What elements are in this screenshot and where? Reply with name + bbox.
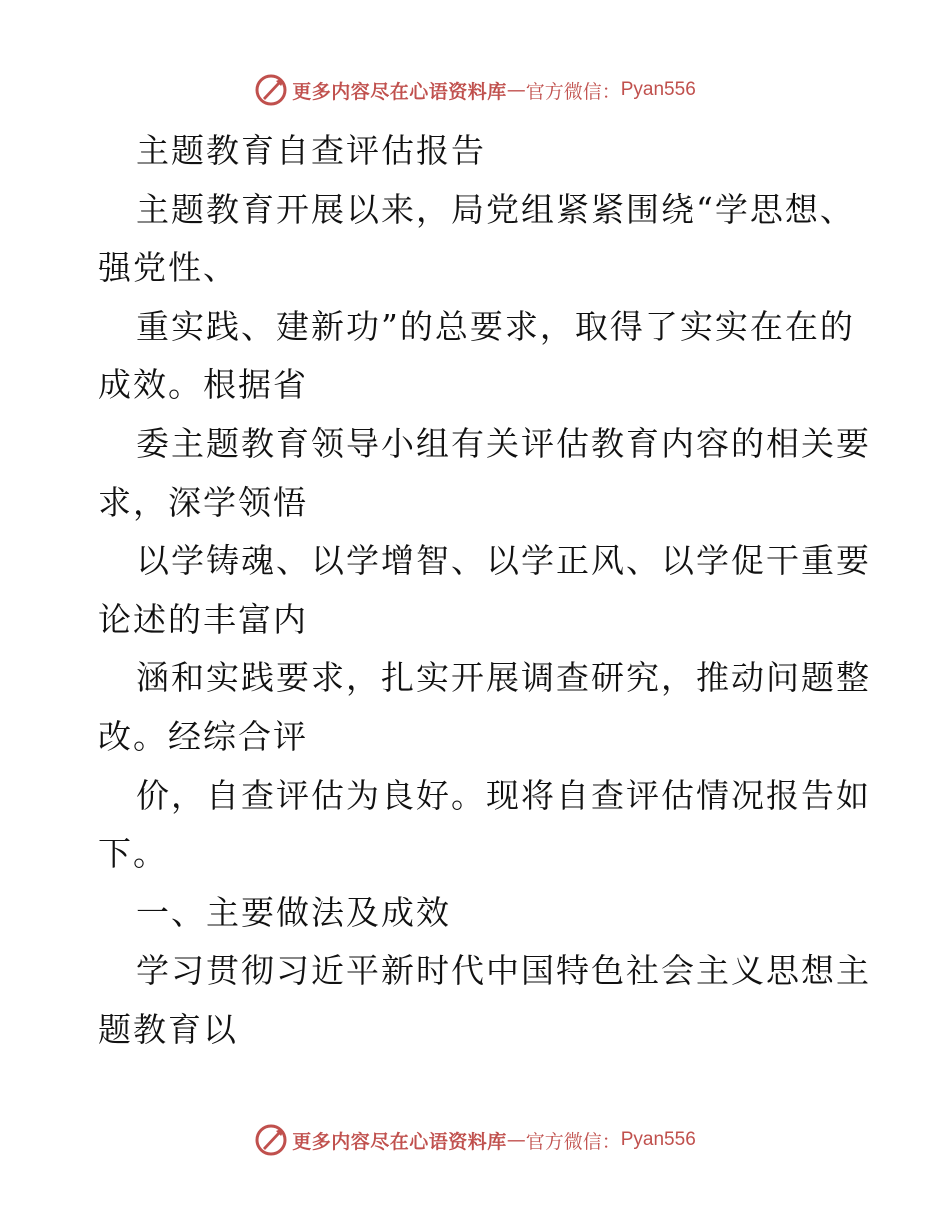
paragraph-line: 涵和实践要求，扎实开展调查研究，推动问题整 <box>136 658 871 698</box>
feather-pen-logo-icon <box>254 73 288 107</box>
banner-separator: — <box>506 1129 526 1151</box>
paragraph-line: 重实践、建新功”的总要求，取得了实实在在的 <box>136 306 855 346</box>
banner-official-label: 官方微信： <box>525 80 621 103</box>
paragraph-line: 改。经综合评 <box>98 716 308 756</box>
paragraph-line: 下。 <box>98 834 168 874</box>
banner-brand-text: 更多内容尽在心语资料库 <box>292 1130 507 1153</box>
feather-pen-logo-icon <box>254 1123 288 1157</box>
paragraph-line: 主题教育开展以来，局党组紧紧围绕“学思想、 <box>136 189 855 229</box>
paragraph-line: 题教育以 <box>98 1009 238 1049</box>
banner-wechat-id: Pyan556 <box>620 1129 696 1150</box>
banner-brand-text: 更多内容尽在心语资料库 <box>292 80 507 103</box>
document-body <box>98 122 871 1060</box>
paragraph-line: 委主题教育领导小组有关评估教育内容的相关要 <box>136 423 871 463</box>
banner-separator: — <box>506 79 526 101</box>
footer-banner <box>0 1120 950 1160</box>
paragraph-line: 成效。根据省 <box>98 365 308 405</box>
paragraph-line: 以学铸魂、以学增智、以学正风、以学促干重要 <box>136 541 871 581</box>
paragraph-line: 学习贯彻习近平新时代中国特色社会主义思想主 <box>136 951 871 991</box>
header-banner <box>0 70 950 110</box>
paragraph-line: 价，自查评估为良好。现将自查评估情况报告如 <box>136 775 871 815</box>
banner-official-label: 官方微信： <box>525 1130 621 1153</box>
paragraph-line: 求，深学领悟 <box>98 482 308 522</box>
banner-wechat-id: Pyan556 <box>620 79 696 100</box>
section-heading: 一、主要做法及成效 <box>136 892 451 932</box>
paragraph-line: 强党性、 <box>98 248 238 288</box>
paragraph-line: 论述的丰富内 <box>98 599 308 639</box>
document-title: 主题教育自查评估报告 <box>136 131 486 170</box>
